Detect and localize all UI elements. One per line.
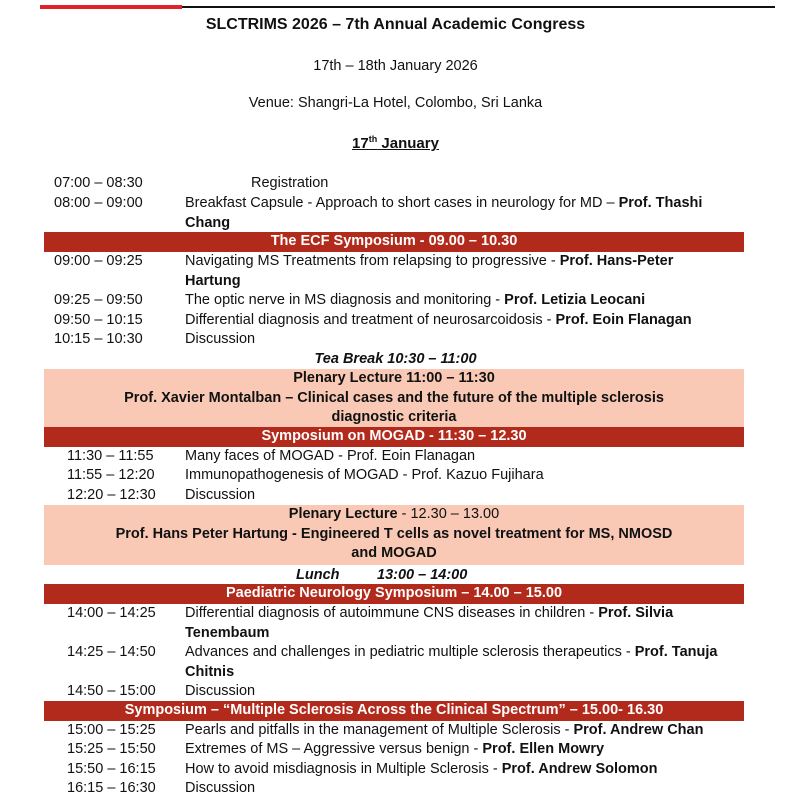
slot-time: 15:00 – 15:25 (67, 722, 156, 738)
slot-title: Differential diagnosis and treatment of neurosarcoidosis - Prof. Eoin Flanagan (185, 312, 692, 328)
speaker-name: Prof. Hans-Peter Hartung (185, 253, 674, 289)
lunch-time: 13:00 – 14:00 (377, 567, 468, 583)
slot-title: Pearls and pitfalls in the management of Multiple Sclerosis - Prof. Andrew Chan (185, 722, 704, 738)
slot-time: 07:00 – 08:30 (54, 175, 143, 191)
speaker-name: Prof. Tanuja Chitnis (185, 644, 718, 680)
event-venue: Venue: Shangri-La Hotel, Colombo, Sri Lanka (248, 95, 543, 111)
slot-title: Differential diagnosis of autoimmune CNS diseases in children - Prof. Silvia Tenembaum (185, 605, 674, 641)
page-title: SLCTRIMS 2026 – 7th Annual Academic Congress (205, 16, 586, 33)
slot-time: 09:25 – 09:50 (54, 292, 143, 308)
session-header-ms-symposium: Symposium – “Multiple Sclerosis Across the Clinical Spectrum” – 15.00- 16.30 (44, 701, 744, 721)
speaker-name: Prof. Letizia Leocani (504, 292, 646, 308)
speaker-name: Prof. Andrew Chan (573, 722, 704, 738)
plenary-lecture-1 (44, 369, 744, 427)
slot-title: Immunopathogenesis of MOGAD - Prof. Kazuo Fujihara (185, 467, 544, 483)
slot-title: Many faces of MOGAD - Prof. Eoin Flanagan (185, 448, 476, 464)
slot-time: 12:20 – 12:30 (67, 487, 156, 503)
tea-break: Tea Break 10:30 – 11:00 (314, 351, 477, 367)
session-header-mogad: Symposium on MOGAD - 11:30 – 12.30 (44, 427, 744, 447)
day-heading: 17th January (352, 134, 439, 152)
slot-title: Extremes of MS – Aggressive versus benign - Prof. Ellen Mowry (185, 741, 605, 757)
plenary-title: Plenary Lecture 11:00 – 11:30 (293, 370, 495, 386)
slot-time: 14:00 – 14:25 (67, 605, 156, 621)
speaker-name: Prof. Eoin Flanagan (555, 312, 692, 328)
slot-title: Discussion (185, 487, 256, 503)
plenary-subtitle: Prof. Xavier Montalban – Clinical cases and the future of the multiple sclerosis diagnostic criteria (124, 389, 664, 425)
slot-time: 16:15 – 16:30 (67, 780, 156, 796)
slot-title: How to avoid misdiagnosis in Multiple Sclerosis - Prof. Andrew Solomon (185, 761, 658, 777)
session-header-ecf: The ECF Symposium - 09.00 – 10.30 (44, 232, 744, 252)
slot-time: 15:50 – 16:15 (67, 761, 156, 777)
speaker-name: Prof. Thashi Chang (185, 195, 703, 231)
slot-time: 09:50 – 10:15 (54, 312, 143, 328)
slot-title: Discussion (185, 780, 256, 796)
speaker-name: Prof. Andrew Solomon (501, 761, 658, 777)
plenary-title: Plenary Lecture - 12.30 – 13.00 (288, 506, 500, 522)
session-header-paediatric: Paediatric Neurology Symposium – 14.00 – 15.00 (44, 584, 744, 604)
slot-time: 08:00 – 09:00 (54, 195, 143, 211)
slot-title: Discussion (185, 683, 256, 699)
slot-title: Navigating MS Treatments from relapsing to progressive - Prof. Hans-Peter Hartung (185, 253, 674, 289)
slot-time: 11:30 – 11:55 (67, 448, 154, 464)
speaker-name: Prof. Silvia Tenembaum (185, 605, 674, 641)
slot-time: 14:25 – 14:50 (67, 644, 156, 660)
plenary-lecture-2 (44, 505, 744, 565)
slot-time: 11:55 – 12:20 (67, 467, 155, 483)
slot-time: 14:50 – 15:00 (67, 683, 156, 699)
slot-title: The optic nerve in MS diagnosis and monitoring - Prof. Letizia Leocani (185, 292, 646, 308)
slot-title: Breakfast Capsule - Approach to short cases in neurology for MD – Prof. Thashi Chang (185, 195, 703, 231)
slot-title: Registration (251, 175, 329, 191)
slot-time: 09:00 – 09:25 (54, 253, 143, 269)
slot-time: 10:15 – 10:30 (54, 331, 143, 347)
header-accent-rule (40, 5, 182, 9)
slot-title: Advances and challenges in pediatric multiple sclerosis therapeutics - Prof. Tanuja Chitnis (185, 644, 718, 680)
plenary-subtitle: Prof. Hans Peter Hartung - Engineered T cells as novel treatment for MS, NMOSD and MOGAD (115, 525, 673, 561)
speaker-name: Prof. Ellen Mowry (482, 741, 605, 757)
event-dates: 17th – 18th January 2026 (313, 58, 478, 74)
slot-title: Discussion (185, 331, 256, 347)
slot-time: 15:25 – 15:50 (67, 741, 156, 757)
lunch-label: Lunch (296, 567, 340, 583)
